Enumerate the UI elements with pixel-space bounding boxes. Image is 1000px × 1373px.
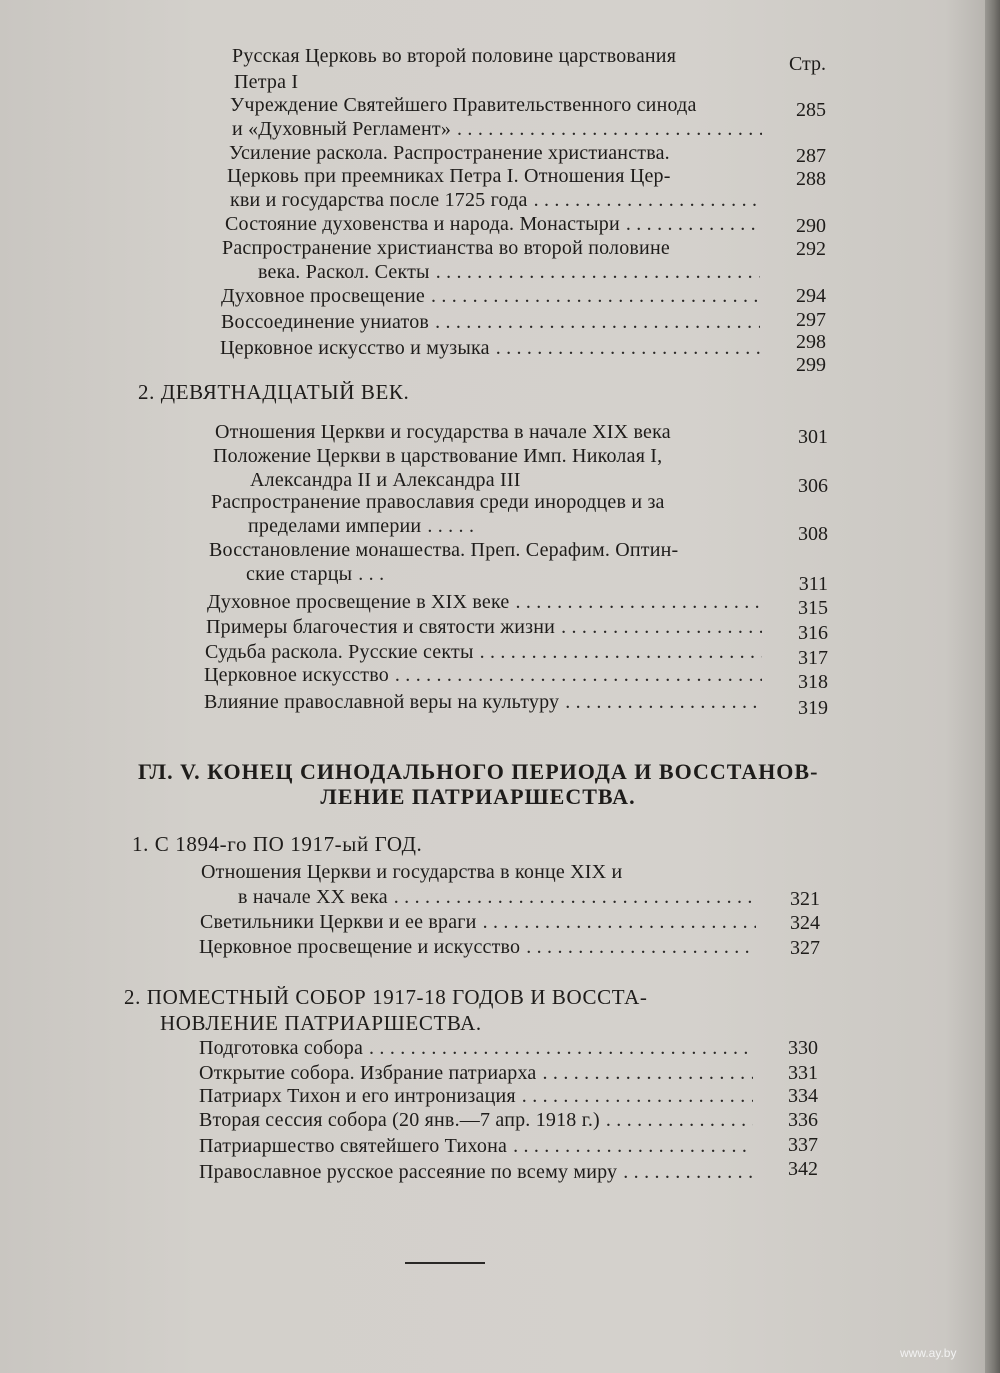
toc-entry-title: Усиление раскола. Распространение христианства. xyxy=(229,142,670,164)
toc-entry-title: Отношения Церкви и государства в конце XIX и xyxy=(201,861,623,883)
leader-dots xyxy=(543,1061,753,1085)
toc-page-number: 297 xyxy=(796,309,826,331)
toc-entry-title: Распространение христианства во второй половине xyxy=(222,237,670,259)
toc-entry-title: Русская Церковь во второй половине царствования xyxy=(232,45,677,67)
toc-page-number: 306 xyxy=(798,475,828,497)
watermark: www.ay.by xyxy=(900,1346,957,1360)
toc-entry xyxy=(199,1061,759,1085)
toc-page-number: 327 xyxy=(790,937,820,959)
toc-page-number: 290 xyxy=(796,215,826,237)
toc-entry xyxy=(232,117,768,141)
toc-entry xyxy=(246,562,396,586)
leader-dots xyxy=(534,188,762,212)
toc-entry xyxy=(215,420,773,444)
toc-entry-title: Учреждение Святейшего Правительственного синода xyxy=(230,94,697,116)
toc-entry xyxy=(258,260,766,284)
toc-page-number: 288 xyxy=(796,168,826,190)
leader-dots xyxy=(606,1108,753,1132)
toc-page-number: 336 xyxy=(788,1109,818,1131)
section-heading: 1. С 1894-го ПО 1917-ый ГОД. xyxy=(132,832,423,856)
leader-dots xyxy=(435,310,760,334)
toc-entry-title: пределами империи xyxy=(248,515,422,537)
toc-page-number: 334 xyxy=(788,1085,818,1107)
leader-dots xyxy=(623,1160,753,1184)
toc-entry-title: Церковное просвещение и искусство xyxy=(199,936,521,958)
leader-dots xyxy=(395,663,762,687)
leader-dots xyxy=(515,590,762,614)
leader-dots xyxy=(394,885,756,909)
leader-dots xyxy=(565,690,762,714)
toc-entry-title: Положение Церкви в царствование Имп. Николая I, xyxy=(213,445,663,467)
toc-page-number: 287 xyxy=(796,145,826,167)
toc-entry-title: Воссоединение униатов xyxy=(221,311,430,333)
toc-entry xyxy=(207,590,768,614)
toc-page-number: 321 xyxy=(790,888,820,910)
section-heading-continued: НОВЛЕНИЕ ПАТРИАРШЕСТВА. xyxy=(160,1011,482,1035)
toc-entry xyxy=(199,1036,759,1060)
toc-entry xyxy=(225,212,768,236)
toc-page-number: 317 xyxy=(798,647,828,669)
toc-entry-title: Патриаршество святейшего Тихона xyxy=(199,1135,508,1157)
toc-page-number: 324 xyxy=(790,912,820,934)
leader-dots xyxy=(626,212,762,236)
toc-entry-title: Отношения Церкви и государства в начале XIX века xyxy=(215,421,671,443)
toc-entry-title: Православное русское рассеяние по всему миру xyxy=(199,1161,618,1183)
toc-entry-title: Примеры благочестия и святости жизни xyxy=(206,616,556,638)
toc-page-number: 342 xyxy=(788,1158,818,1180)
toc-entry-title: Церковь при преемниках Петра I. Отношения Цер- xyxy=(227,165,671,187)
toc-entry-title: Александра II и Александра III xyxy=(250,469,521,491)
toc-page-number: 299 xyxy=(796,354,826,376)
toc-entry-title: Духовное просвещение в XIX веке xyxy=(207,591,510,613)
toc-entry xyxy=(230,93,740,117)
toc-entry-title: ские старцы xyxy=(246,563,353,585)
toc-entry xyxy=(199,935,762,959)
toc-entry-title: Восстановление монашества. Преп. Серафим. Оптин- xyxy=(209,539,679,561)
toc-entry-title: Церковное искусство и музыка xyxy=(220,337,490,359)
toc-entry xyxy=(199,1108,759,1132)
end-rule xyxy=(405,1262,485,1264)
toc-entry xyxy=(200,910,762,934)
toc-entry xyxy=(248,514,486,538)
toc-entry-title: Петра I xyxy=(234,71,299,93)
toc-entry-title: Подготовка собора xyxy=(199,1037,364,1059)
toc-entry-title: Состояние духовенства и народа. Монастыри xyxy=(225,213,620,235)
toc-entry-title: и «Духовный Регламент» xyxy=(232,118,452,140)
toc-page-number: 311 xyxy=(798,573,828,595)
toc-page-number: 331 xyxy=(788,1062,818,1084)
section-heading: 2. ПОМЕСТНЫЙ СОБОР 1917-18 ГОДОВ И ВОССТА- xyxy=(124,985,648,1009)
toc-entry xyxy=(220,336,766,360)
leader-dots xyxy=(436,260,760,284)
toc-entry xyxy=(221,310,766,334)
leader-dots xyxy=(561,615,762,639)
toc-page-number: 294 xyxy=(796,285,826,307)
page-edge-shadow xyxy=(985,0,1000,1373)
toc-entry-title: кви и государства после 1725 года xyxy=(230,189,528,211)
page-column-label: Стр. xyxy=(788,53,826,75)
toc-entry-title: в начале XX века xyxy=(238,886,388,908)
toc-entry xyxy=(205,640,768,664)
chapter-title-continued: ЛЕНИЕ ПАТРИАРШЕСТВА. xyxy=(320,784,636,809)
toc-page-number: 316 xyxy=(798,622,828,644)
leader-dots xyxy=(483,910,756,934)
toc-page-number: 308 xyxy=(798,523,828,545)
toc-entry-title: Светильники Церкви и ее враги xyxy=(200,911,477,933)
leader-dots xyxy=(457,117,762,141)
toc-entry-title: Церковное искусство xyxy=(204,664,389,686)
toc-page-number: 292 xyxy=(796,238,826,260)
toc-page-number: 330 xyxy=(788,1037,818,1059)
leader-dots xyxy=(358,562,390,586)
toc-entry-title: Вторая сессия собора (20 янв.—7 апр. 1918 г.) xyxy=(199,1109,600,1131)
toc-entry-title: Влияние православной веры на культуру xyxy=(204,691,560,713)
toc-entry-title: Распространение православия среди инородцев и за xyxy=(211,491,665,513)
toc-page-number: 301 xyxy=(798,426,828,448)
toc-entry xyxy=(204,663,768,687)
toc-entry xyxy=(204,690,768,714)
toc-entry-title: Патриарх Тихон и его интронизация xyxy=(199,1085,516,1107)
toc-entry xyxy=(199,1160,759,1184)
toc-page-number: 315 xyxy=(798,597,828,619)
toc-page-number: 319 xyxy=(798,697,828,719)
toc-entry xyxy=(230,188,768,212)
toc-page-number: 318 xyxy=(798,671,828,693)
toc-entry xyxy=(229,141,767,165)
toc-entry-title: Судьба раскола. Русские секты xyxy=(205,641,474,663)
section-heading: 2. ДЕВЯТНАДЦАТЫЙ ВЕК. xyxy=(138,380,410,404)
leader-dots xyxy=(369,1036,753,1060)
toc-entry xyxy=(206,615,768,639)
toc-page-number: 285 xyxy=(796,99,826,121)
leader-dots xyxy=(522,1084,753,1108)
toc-page-number: 298 xyxy=(796,331,826,353)
toc-entry xyxy=(199,1084,759,1108)
toc-page-number: 337 xyxy=(788,1134,818,1156)
leader-dots xyxy=(526,935,756,959)
toc-entry xyxy=(221,284,766,308)
toc-entry xyxy=(199,1134,759,1158)
leader-dots xyxy=(480,640,762,664)
chapter-title: ГЛ. V. КОНЕЦ СИНОДАЛЬНОГО ПЕРИОДА И ВОССТАНОВ- xyxy=(138,759,819,784)
toc-entry-title: Открытие собора. Избрание патриарха xyxy=(199,1062,537,1084)
toc-entry xyxy=(238,885,762,909)
leader-dots xyxy=(513,1134,753,1158)
leader-dots xyxy=(427,514,480,538)
toc-entry-title: Духовное просвещение xyxy=(221,285,425,307)
leader-dots xyxy=(496,336,760,360)
toc-entry-title: века. Раскол. Секты xyxy=(258,261,430,283)
leader-dots xyxy=(431,284,760,308)
